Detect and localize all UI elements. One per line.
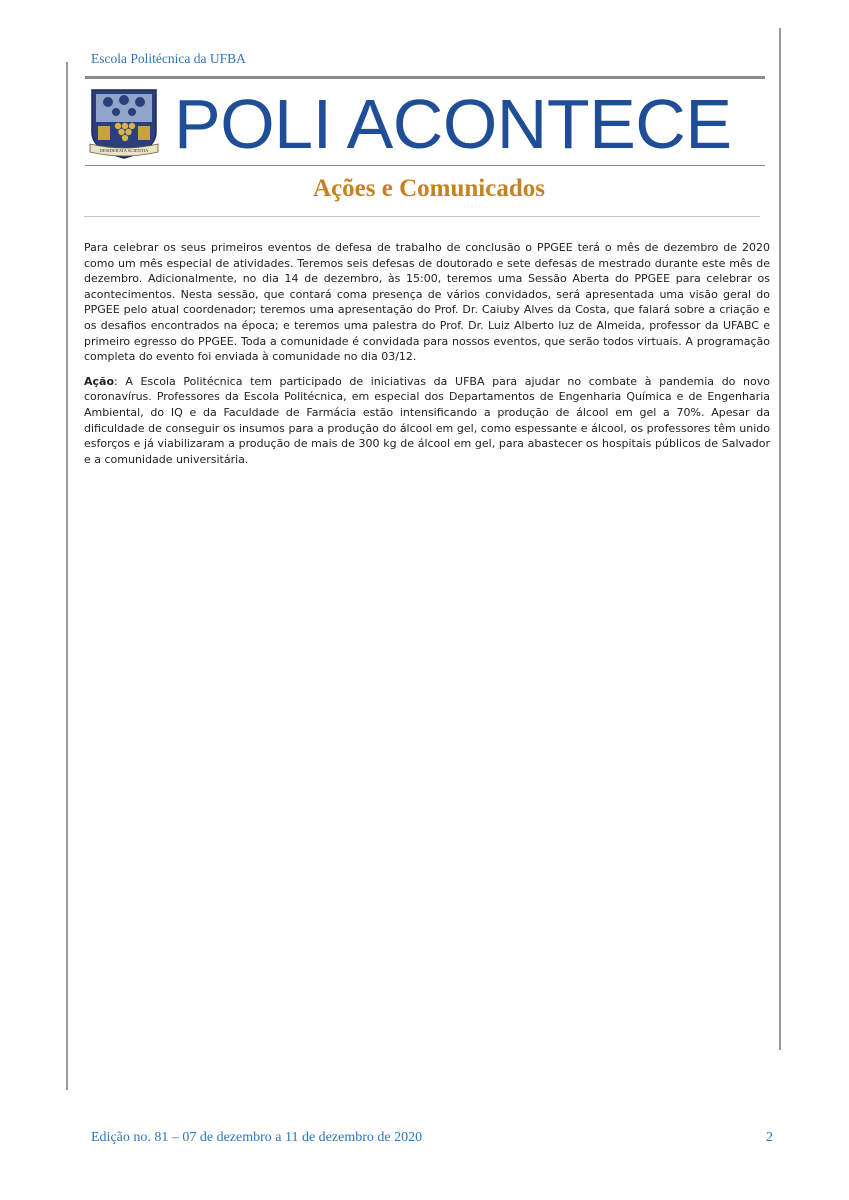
logo-motto: DESIDERATA SCIENTIA (99, 148, 149, 153)
header-bottom-rule (85, 165, 765, 166)
paragraph-acao-text: : A Escola Politécnica tem participado de iniciativas da UFBA para ajudar no combate à pandemia do novo coronavírus. Professores da Escola Politécnica, em especial dos Departamentos de Engenharia Química e de Engenharia Ambiental, do IQ e da Faculdade de Farmácia estão intensificando a produção de álcool em gel a 70%. Apesar da dificuldade de conseguir os insumos para a produção do álcool em gel, como espessante e álcool, os professores têm unido esforços e já viabilizaram a produção de mais de 300 kg de álcool em gel, para abastecer os hospitais públicos de Salvador e a comunidade universitária. (84, 374, 770, 466)
section-title: Ações e Comunicados (313, 175, 545, 202)
section-rule (84, 216, 760, 217)
school-name: Escola Politécnica da UFBA (91, 51, 246, 66)
masthead-title: POLI ACONTECE (174, 85, 732, 163)
page-number: 2 (766, 1130, 773, 1145)
right-margin-line (779, 28, 781, 1050)
paragraph-ppgee: Para celebrar os seus primeiros eventos de defesa de trabalho de conclusão o PPGEE terá o mês de dezembro de 2020 como um mês especial de atividades. Teremos seis defesas de doutorado e sete defesas de mestrado durante este mês de dezembro. Adicionalmente, no dia 14 de dezembro, às 15:00, teremos uma Sessão Aberta do PPGEE para celebrar os acontecimentos. Nesta sessão, que contará coma presença de vários convidados, será apresentada uma visão geral do PPGEE pelo atual coordenador; teremos uma apresentação do Prof. Dr. Caiuby Alves da Costa, que falará sobre a criação e os desafios encontrados na época; e teremos uma palestra do Prof. Dr. Luiz Alberto luz de Almeida, professor da UFABC e primeiro egresso do PPGEE. Toda a comunidade é convidada para nossos eventos, que serão todos virtuais. A programação completa do evento foi enviada à comunidade no dia 03/12. (84, 241, 770, 364)
edition-footer: Edição no. 81 – 07 de dezembro a 11 de dezembro de 2020 (91, 1130, 423, 1145)
ufba-crest-icon (88, 86, 160, 160)
header-top-rule (85, 76, 765, 79)
paragraph-acao (84, 374, 770, 468)
paragraph-lead: Ação (84, 374, 115, 388)
left-margin-line (66, 62, 68, 1090)
article-body (84, 240, 770, 476)
